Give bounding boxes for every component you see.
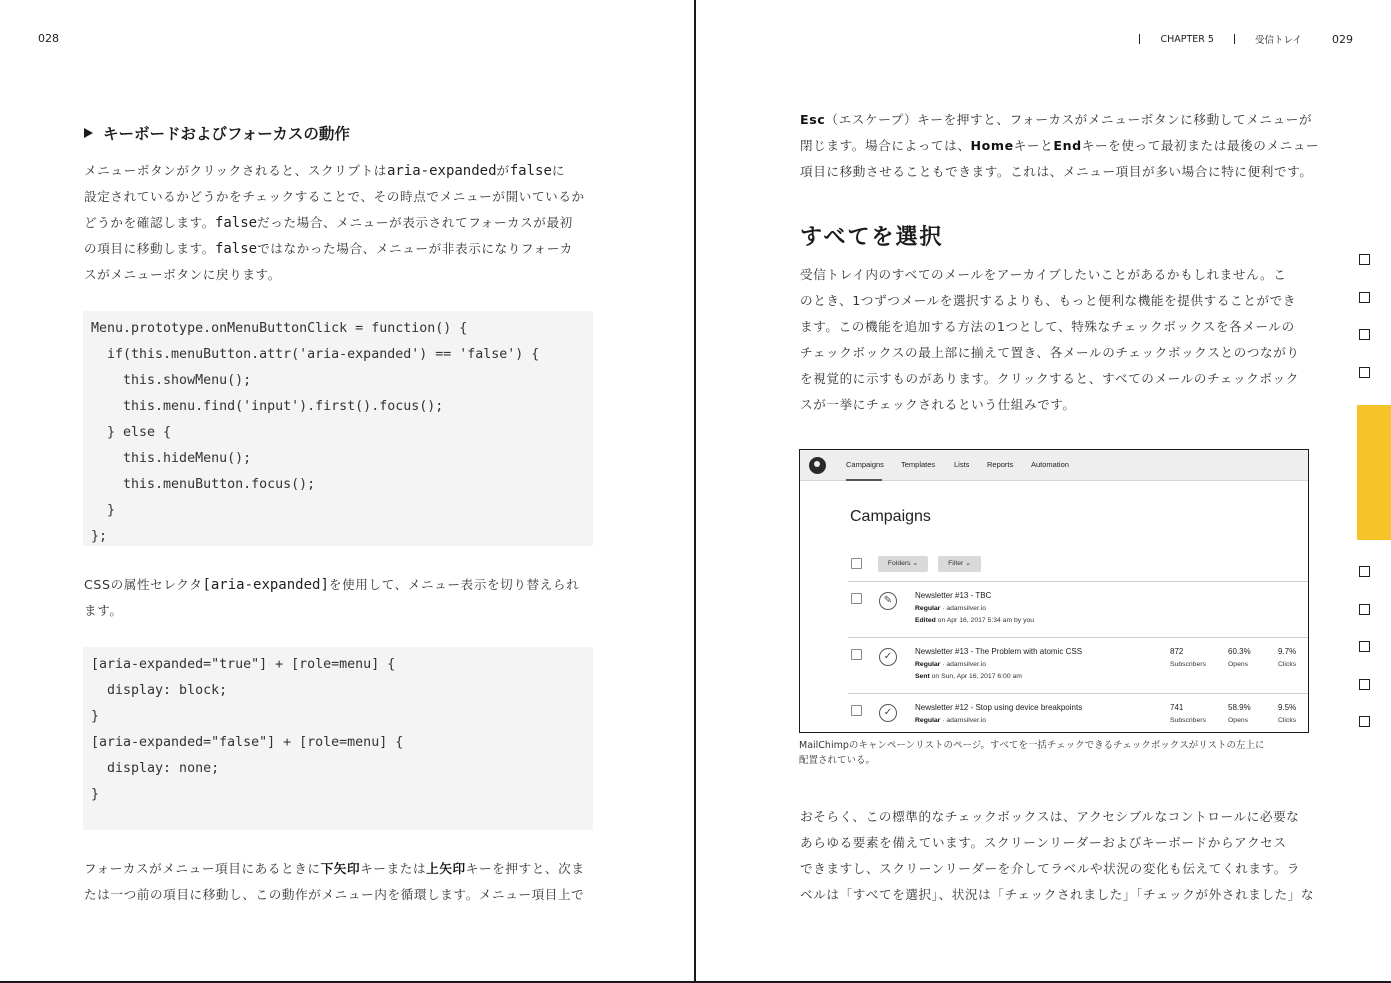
chapter-title: 受信トレイ bbox=[1254, 35, 1302, 46]
caption-line: MailChimpのキャンペーンリストのページ。すべてを一括チェックできるチェックボックスがリストの左上に bbox=[799, 740, 1265, 751]
text-line: ます。この機能を追加する方法の1つとして、特殊なチェックボックスを各メールの bbox=[800, 319, 1295, 334]
right-paragraph-1 bbox=[800, 107, 1319, 185]
text: を使用して、メニュー表示を切り替えられ bbox=[328, 577, 580, 592]
book-spine-divider bbox=[694, 0, 696, 983]
current-chapter-tab bbox=[1357, 405, 1391, 540]
code-line: }; bbox=[91, 529, 108, 544]
text-line: スがメニューボタンに戻ります。 bbox=[84, 267, 281, 282]
mc-nav-lists[interactable]: Lists bbox=[954, 460, 970, 469]
code-line: [aria-expanded="false"] + [role=menu] { bbox=[91, 735, 404, 750]
left-paragraph-3 bbox=[84, 856, 585, 908]
text-line: できますし、スクリーンリーダーを介してラベルや状況の変化も伝えてくれます。ラ bbox=[800, 861, 1301, 876]
text: キーと bbox=[1013, 138, 1054, 153]
edit-icon: ✎ bbox=[879, 592, 897, 610]
text-line: のとき、1つずつメールを選択するよりも、もっと便利な機能を提供することができ bbox=[800, 293, 1297, 308]
chapter-tab-marker bbox=[1359, 254, 1370, 265]
key-name: End bbox=[1053, 138, 1082, 153]
code-block-css bbox=[83, 647, 593, 830]
text: フォーカスがメニュー項目にあるときに bbox=[84, 861, 321, 876]
text: が bbox=[496, 163, 510, 178]
inline-code: [aria-expanded] bbox=[202, 577, 329, 593]
text-line: 設定されているかどうかをチェックすることで、その時点でメニューが開いているか bbox=[84, 189, 585, 204]
chapter-tab-marker bbox=[1359, 716, 1370, 727]
text-line: あらゆる要素を備えています。スクリーンリーダーおよびキーボードからアクセス bbox=[800, 835, 1287, 850]
header-separator bbox=[1234, 34, 1235, 44]
header-separator bbox=[1139, 34, 1140, 44]
text: に bbox=[551, 163, 566, 178]
clicks-rate: 9.5% bbox=[1278, 703, 1297, 712]
row-checkbox[interactable] bbox=[851, 705, 862, 716]
left-paragraph-1 bbox=[84, 158, 585, 288]
campaign-type bbox=[915, 661, 986, 668]
select-all-checkbox[interactable] bbox=[851, 558, 862, 569]
key-name: Esc bbox=[800, 112, 826, 127]
triangle-bullet-icon bbox=[84, 128, 93, 138]
right-paragraph-2 bbox=[800, 262, 1300, 418]
campaign-name[interactable]: Newsletter #12 - Stop using device breakpoints bbox=[915, 703, 1083, 712]
section-subheading bbox=[84, 122, 350, 144]
text: メニューボタンがクリックされると、スクリプトは bbox=[84, 163, 387, 178]
code-line: Menu.prototype.onMenuButtonClick = function() { bbox=[91, 321, 468, 336]
mc-nav-templates[interactable]: Templates bbox=[901, 460, 936, 469]
left-page bbox=[0, 0, 695, 983]
site-label: · adamsilver.io bbox=[940, 661, 987, 668]
row-checkbox[interactable] bbox=[851, 593, 862, 604]
status-detail: on Apr 16, 2017 5:34 am by you bbox=[935, 617, 1035, 624]
code-line: this.menuButton.focus(); bbox=[91, 477, 316, 492]
mc-nav-automation[interactable]: Automation bbox=[1031, 460, 1069, 469]
text: の項目に移動します。 bbox=[84, 241, 215, 256]
code-line: this.menu.find('input').first().focus(); bbox=[91, 399, 444, 414]
section-heading: すべてを選択 bbox=[800, 225, 944, 250]
divider bbox=[848, 637, 1308, 638]
left-page-number: 028 bbox=[38, 32, 59, 45]
text-line: チェックボックスの最上部に揃えて置き、各メールのチェックボックスとのつながり bbox=[800, 345, 1300, 360]
text-line: 項目に移動させることもできます。これは、メニュー項目が多い場合に特に便利です。 bbox=[800, 164, 1313, 179]
campaign-name[interactable]: Newsletter #13 - The Problem with atomic CSS bbox=[915, 647, 1083, 656]
status-strong: Edited bbox=[915, 617, 936, 624]
code-line: [aria-expanded="true"] + [role=menu] { bbox=[91, 657, 396, 672]
divider bbox=[848, 693, 1308, 694]
campaign-status bbox=[915, 617, 1034, 624]
text-line: たは一つ前の項目に移動し、この動作がメニュー内を循環します。メニュー項目上で bbox=[84, 887, 585, 902]
mailchimp-logo-icon bbox=[809, 457, 826, 474]
text-line: を視覚的に示すものがあります。クリックすると、すべてのメールのチェックボック bbox=[800, 371, 1299, 386]
figure-caption bbox=[799, 738, 1311, 768]
text: （エスケープ）キーを押すと、フォーカスがメニューボタンに移動してメニューが bbox=[825, 112, 1313, 127]
code-line: this.hideMenu(); bbox=[91, 451, 252, 466]
campaign-name[interactable]: Newsletter #13 - TBC bbox=[915, 591, 992, 600]
opens-label: Opens bbox=[1228, 717, 1249, 724]
code-line: display: none; bbox=[91, 761, 220, 776]
check-icon: ✓ bbox=[879, 648, 897, 666]
key-name: Home bbox=[970, 138, 1014, 153]
opens-rate: 58.9% bbox=[1228, 703, 1251, 712]
chapter-tab-marker bbox=[1359, 641, 1370, 652]
chapter-tab-marker bbox=[1359, 566, 1370, 577]
row-checkbox[interactable] bbox=[851, 649, 862, 660]
campaign-status bbox=[915, 673, 1022, 680]
code-line: this.showMenu(); bbox=[91, 373, 252, 388]
subheading-text: キーボードおよびフォーカスの動作 bbox=[103, 125, 350, 143]
right-paragraph-3 bbox=[800, 804, 1314, 908]
clicks-label: Clicks bbox=[1278, 661, 1297, 668]
subscribers-count: 741 bbox=[1170, 703, 1184, 712]
inline-code: false bbox=[214, 215, 258, 231]
code-line: display: block; bbox=[91, 683, 228, 698]
check-icon: ✓ bbox=[879, 704, 897, 722]
divider bbox=[848, 581, 1308, 582]
mc-folders-button[interactable]: Folders ⌄ bbox=[878, 556, 928, 572]
site-label: · adamsilver.io bbox=[940, 605, 987, 612]
mailchimp-screenshot-figure bbox=[799, 449, 1309, 733]
text: キーを使って最初または最後のメニュー bbox=[1081, 138, 1320, 153]
status-strong: Sent bbox=[915, 673, 930, 680]
subscribers-label: Subscribers bbox=[1170, 717, 1206, 724]
text: どうかを確認します。 bbox=[84, 215, 215, 230]
inline-code: false bbox=[509, 163, 552, 179]
code-line: } bbox=[91, 503, 116, 518]
type-label: Regular bbox=[915, 717, 941, 724]
mc-active-tab-underline bbox=[846, 479, 882, 481]
type-label: Regular bbox=[915, 661, 941, 668]
campaign-type bbox=[915, 605, 986, 612]
mc-filter-button[interactable]: Filter ⌄ bbox=[938, 556, 981, 572]
right-page-number: 029 bbox=[1332, 32, 1353, 46]
type-label: Regular bbox=[915, 605, 941, 612]
text-line: ます。 bbox=[84, 603, 123, 618]
text: CSSの属性セレクタ bbox=[84, 577, 203, 592]
mc-top-nav bbox=[800, 450, 1308, 481]
mc-nav-reports[interactable]: Reports bbox=[987, 460, 1014, 469]
campaign-type bbox=[915, 717, 986, 724]
text: キーまたは bbox=[360, 861, 427, 876]
inline-code: aria-expanded bbox=[386, 163, 497, 179]
left-paragraph-2 bbox=[84, 572, 579, 624]
subscribers-label: Subscribers bbox=[1170, 661, 1206, 668]
code-block-js bbox=[83, 311, 593, 546]
chapter-tab-marker bbox=[1359, 367, 1370, 378]
inline-code: false bbox=[214, 241, 258, 257]
text-line: ベルは「すべてを選択」、状況は「チェックされました」「チェックが外されました」な bbox=[800, 887, 1315, 902]
code-line: } bbox=[91, 787, 100, 802]
chapter-tab-marker bbox=[1359, 292, 1370, 303]
text-line: 受信トレイ内のすべてのメールをアーカイブしたいことがあるかもしれません。こ bbox=[800, 267, 1287, 282]
site-label: · adamsilver.io bbox=[940, 717, 987, 724]
text-line: おそらく、この標準的なチェックボックスは、アクセシブルなコントロールに必要な bbox=[800, 809, 1300, 824]
status-detail: on Sun, Apr 16, 2017 6:00 am bbox=[929, 673, 1022, 680]
code-line: } else { bbox=[91, 425, 172, 440]
running-header bbox=[1119, 32, 1353, 46]
text-line: スが一挙にチェックされるという仕組みです。 bbox=[800, 397, 1076, 412]
clicks-rate: 9.7% bbox=[1278, 647, 1297, 656]
caption-line: 配置されている。 bbox=[799, 755, 876, 766]
subscribers-count: 872 bbox=[1170, 647, 1184, 656]
text: ではなかった場合、メニューが非表示になりフォーカ bbox=[257, 241, 573, 256]
key-name: 下矢印 bbox=[320, 861, 361, 876]
text: だった場合、メニューが表示されてフォーカスが最初 bbox=[257, 215, 573, 230]
mc-nav-campaigns[interactable]: Campaigns bbox=[846, 460, 884, 469]
key-name: 上矢印 bbox=[426, 861, 466, 876]
text: 閉じます。場合によっては、 bbox=[800, 138, 971, 153]
code-line: if(this.menuButton.attr('aria-expanded') == 'false') { bbox=[91, 347, 540, 362]
text: キーを押すと、次ま bbox=[465, 861, 585, 876]
chapter-tab-marker bbox=[1359, 329, 1370, 340]
chapter-tab-marker bbox=[1359, 604, 1370, 615]
opens-label: Opens bbox=[1228, 661, 1249, 668]
code-line: } bbox=[91, 709, 100, 724]
chapter-label: CHAPTER 5 bbox=[1160, 33, 1214, 45]
clicks-label: Clicks bbox=[1278, 717, 1297, 724]
mc-page-title: Campaigns bbox=[850, 508, 931, 525]
chapter-tab-marker bbox=[1359, 679, 1370, 690]
opens-rate: 60.3% bbox=[1228, 647, 1251, 656]
